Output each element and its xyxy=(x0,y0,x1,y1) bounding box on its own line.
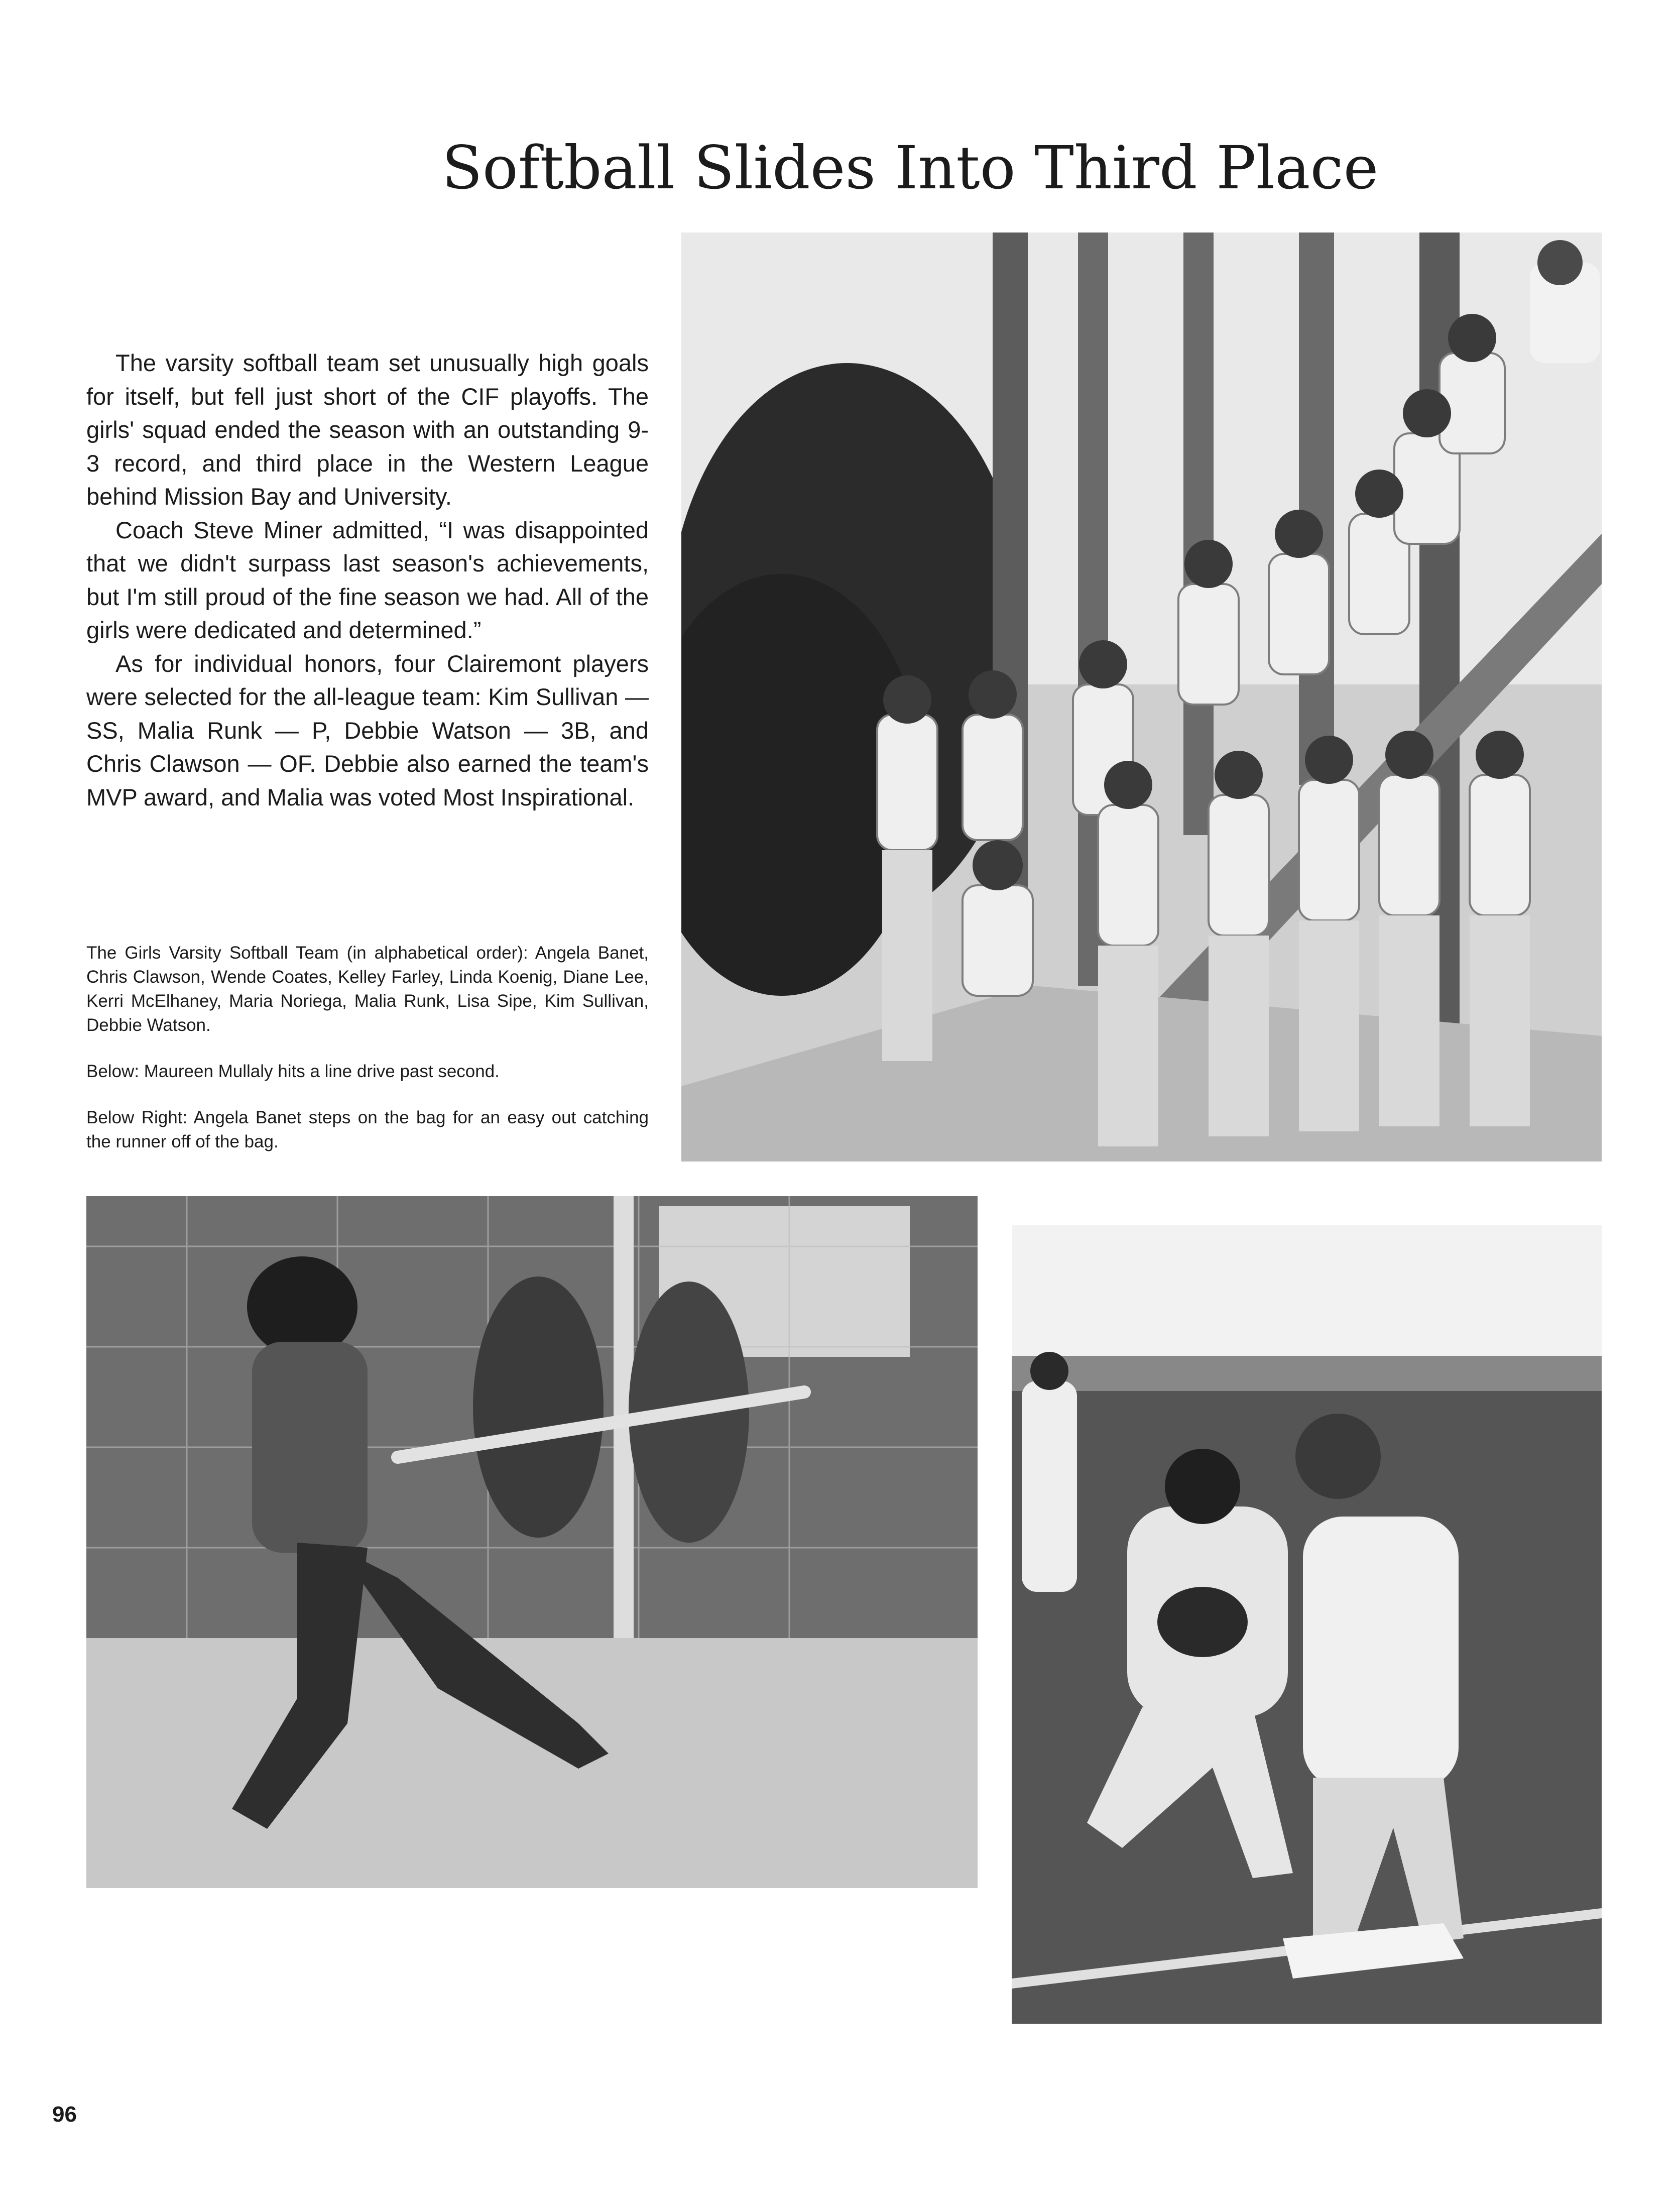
caption-batter: Below: Maureen Mullaly hits a line drive past second. xyxy=(86,1062,500,1081)
batter-photo xyxy=(86,1196,978,1888)
caption-team: The Girls Varsity Softball Team (in alphabetical order): Angela Banet, Chris Clawson, Wende Coates, Kelley Farley, Linda Koenig, Diane Lee, Kerri McElhaney, Maria Noriega, Malia Runk, Lisa Sipe, Kim Sullivan, Debbie Watson. xyxy=(86,943,649,1035)
base-photo xyxy=(1012,1225,1602,2024)
photo-captions xyxy=(86,941,649,1176)
page-title: Softball Slides Into Third Place xyxy=(442,133,1379,202)
article-paragraph: As for individual honors, four Clairemont players were selected for the all-league team: Kim Sullivan — SS, Malia Runk — P, Debbie Watson — 3B, and Chris Clawson — OF. Debbie also earned the team's MVP award, and Malia was voted Most Inspirational. xyxy=(86,650,649,810)
batter-photo-illustration xyxy=(86,1196,978,1888)
team-photo xyxy=(681,233,1602,1162)
page-number: 96 xyxy=(52,2102,77,2127)
article-paragraph: The varsity softball team set unusually high goals for itself, but fell just short of the CIF playoffs. The girls' squad ended the season with an outstanding 9-3 record, and third place in the Western League behind Mission Bay and University. xyxy=(86,350,649,510)
article-body xyxy=(86,346,649,814)
team-photo-illustration xyxy=(681,233,1602,1162)
article-paragraph: Coach Steve Miner admitted, “I was disappointed that we didn't surpass last season's achievements, but I'm still proud of the fine season we had. All of the girls were dedicated and determined.” xyxy=(86,516,649,643)
base-photo-illustration xyxy=(1012,1225,1602,2024)
caption-base: Below Right: Angela Banet steps on the bag for an easy out catching the runner off of the bag. xyxy=(86,1108,649,1151)
